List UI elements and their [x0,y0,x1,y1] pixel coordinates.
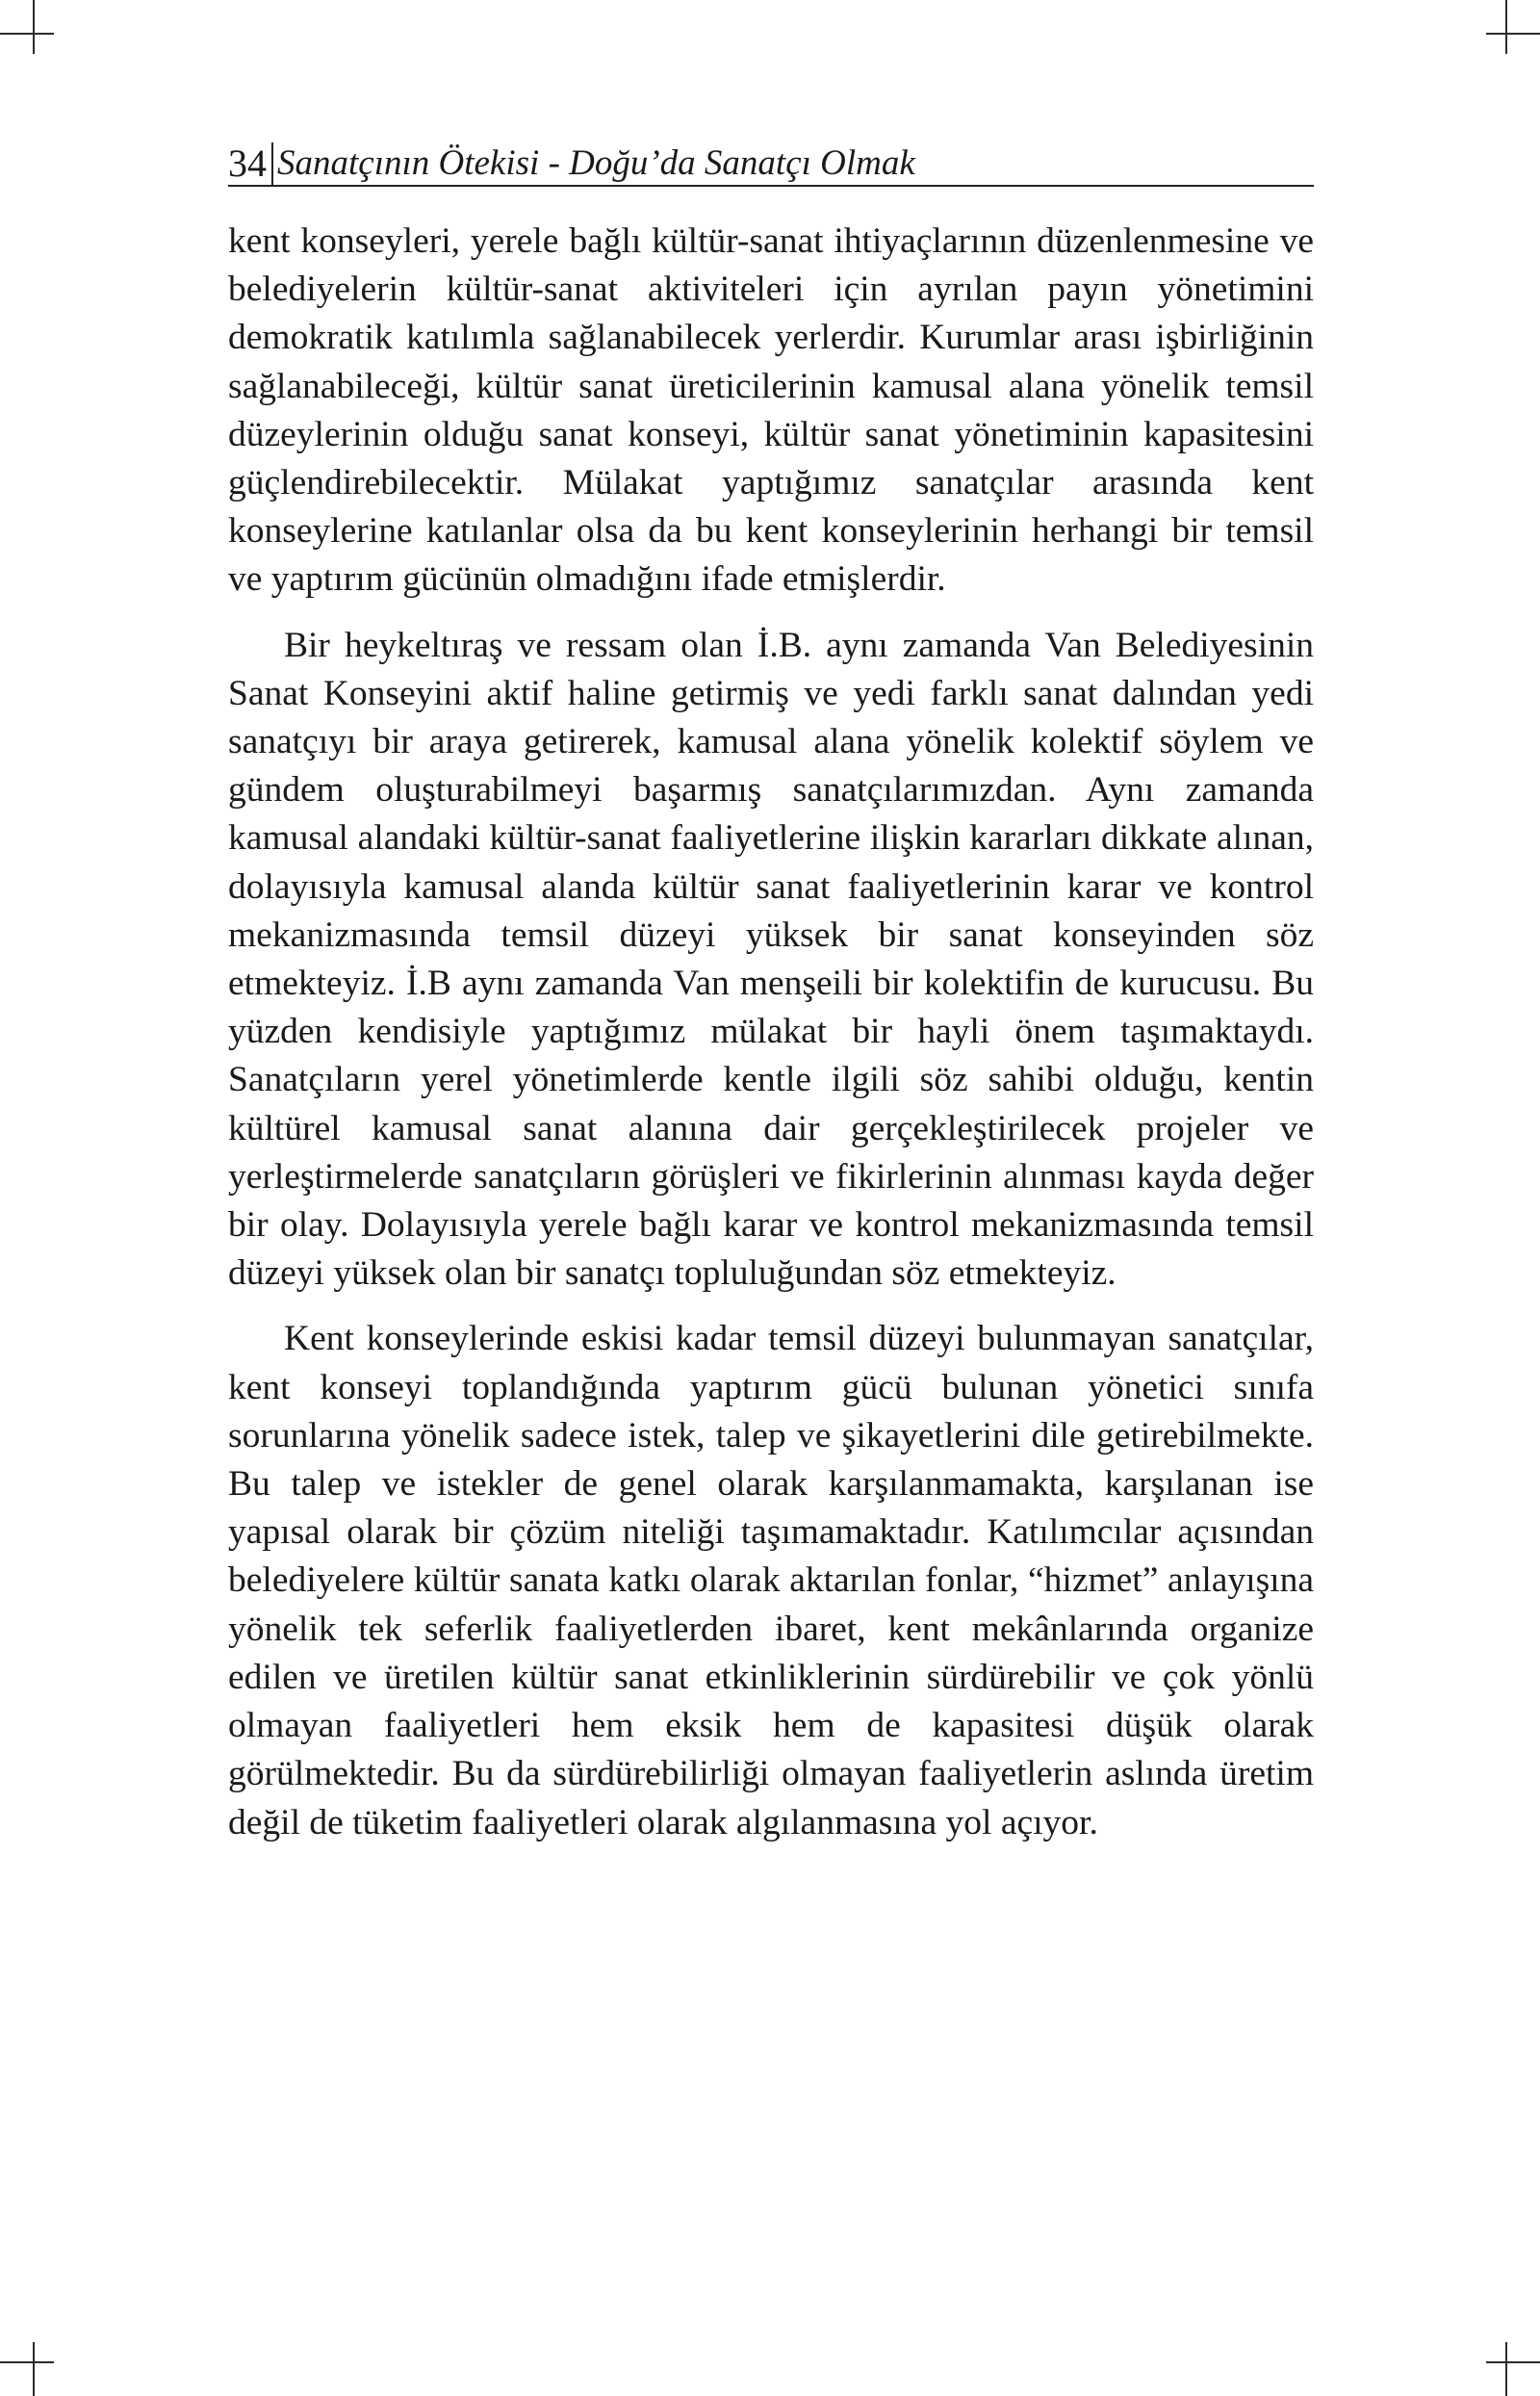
page-number: 34 [228,142,273,185]
crop-mark-bottom-left [33,2342,35,2396]
running-title: Sanatçının Ötekisi - Doğu’da Sanatçı Olmak [277,143,915,183]
paragraph-2: Bir heykeltıraş ve ressam olan İ.B. aynı zamanda Van Belediyesinin Sanat Konseyini aktif haline getirmiş ve yedi farklı sanat dalından yedi sanatçıyı bir araya getirerek, kamusal alana yönelik kolektif söylem ve gündem oluşturabilmeyi başarmış sanatçılarımızdan. Aynı zamanda kamusal alandaki kültür-sanat faaliyetlerine ilişkin kararları dikkate alınan, dolayısıyla kamusal alanda kültür sanat faaliyetlerinin karar ve kontrol mekanizmasında temsil düzeyi yüksek bir sanat konseyinden söz etmekteyiz. İ.B aynı zamanda Van menşeili bir kolektifin de kurucusu. Bu yüzden kendisiyle yaptığımız mülakat bir hayli önem taşımaktaydı. Sanatçıların yerel yönetimlerde kentle ilgili söz sahibi olduğu, kentin kültürel kamusal sanat alanına dair gerçekleştirilecek projeler ve yerleştirmelerde sanatçıların görüşleri ve fikirlerinin alınması kayda değer bir olay. Dolayısıyla yerele bağlı karar ve kontrol mekanizmasında temsil düzeyi yüksek olan bir sanatçı topluluğundan söz etmekteyiz. [228,625,1314,1294]
crop-mark-bottom-right-h [1486,2361,1540,2363]
paragraph-3: Kent konseylerinde eskisi kadar temsil düzeyi bulunmayan sanatçılar, kent konseyi toplandığında yaptırım gücü bulunan yönetici sınıfa sorunlarına yönelik sadece istek, talep ve şikayetlerini dile getirebilmekte. Bu talep ve istekler de genel olarak karşılanmamakta, karşılanan ise yapısal olarak bir çözüm niteliği taşımamaktadır. Katılımcılar açısından belediyelere kültür sanata katkı olarak aktarılan fonlar, “hizmet” anlayışına yönelik tek seferlik faaliyetlerden ibaret, kent mekânlarında organize edilen ve üretilen kültür sanat etkinliklerinin sürdürebilir ve çok yönlü olmayan faaliyetleri hem eksik hem de kapasitesi düşük olarak görülmektedir. Bu da sürdürebilirliği olmayan faaliyetlerin aslında üretim değil de tüketim faaliyetleri olarak algılanmasına yol açıyor. [228,1319,1314,1842]
crop-mark-bottom-left-h [0,2361,54,2363]
crop-mark-top-right-h [1486,33,1540,35]
running-header [228,142,1314,187]
crop-mark-top-left-h [0,33,54,35]
paragraph-1: kent konseyleri, yerele bağlı kültür-sanat ihtiyaçlarının düzenlenmesine ve belediyelerin kültür-sanat aktiviteleri için ayrılan payın yönetimini demokratik katılımla sağlanabilecek yerlerdir. Kurumlar arası işbirliğinin sağlanabileceği, kültür sanat üreticilerinin kamusal alana yönelik temsil düzeylerinin olduğu sanat konseyi, kültür sanat yönetiminin kapasitesini güçlendirebilecektir. Mülakat yaptığımız sanatçılar arasında kent konseylerine katılanlar olsa da bu kent konseylerinin herhangi bir temsil ve yaptırım gücünün olmadığını ifade etmişlerdir. [228,221,1314,600]
crop-mark-bottom-right [1505,2342,1507,2396]
crop-mark-top-right [1505,0,1507,54]
crop-mark-top-left [33,0,35,54]
body-text [228,218,1314,1847]
